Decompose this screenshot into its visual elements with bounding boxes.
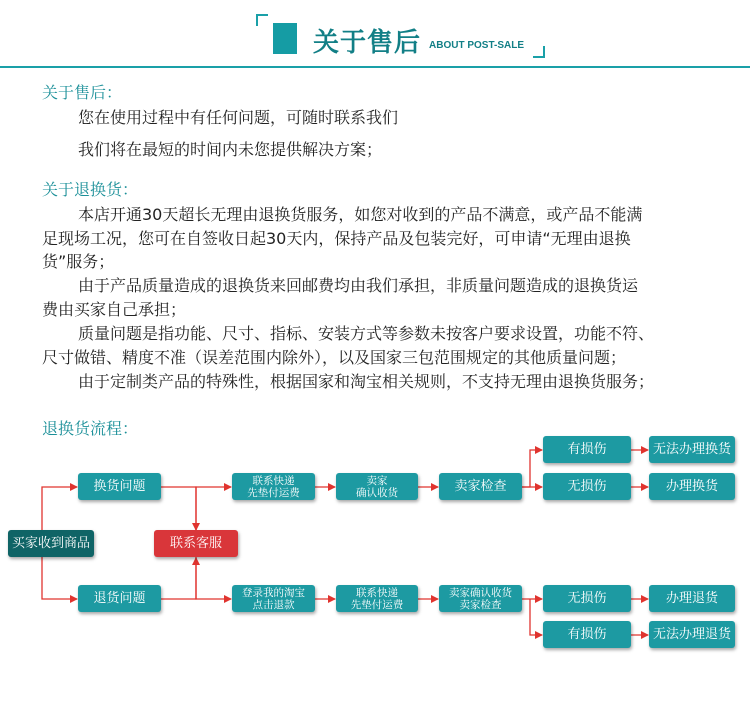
node-return-login [232,585,315,612]
node-exchange-cannot: 无法办理换货 [649,436,735,463]
node-return-courier [336,585,418,612]
node-label: 卖家 [366,474,388,487]
after-sales-title: 关于售后： [42,83,123,102]
node-label: 卖家确认收货 [449,586,512,599]
node-label: 先垫付运费 [350,598,404,611]
node-exchange-issue: 换货问题 [78,473,161,500]
node-return-seller-confirm [439,585,522,612]
returns-line: 质量问题是指功能、尺寸、指标、安装方式等参数未按客户要求设置，功能不符、 [78,324,655,343]
flow-title: 退换货流程： [42,419,139,438]
node-return-damaged: 有损伤 [543,621,631,648]
after-sales-line: 我们将在最短的时间内未您提供解决方案； [78,140,383,159]
returns-line: 费由买家自己承担； [42,300,187,319]
node-label: 确认收货 [356,486,398,499]
returns-title: 关于退换货： [42,180,139,199]
node-return-issue: 退货问题 [78,585,161,612]
node-exchange-no-damage: 无损伤 [543,473,631,500]
node-return-no-damage: 无损伤 [543,585,631,612]
node-label: 卖家检查 [459,598,502,611]
node-contact-service[interactable] [154,530,238,557]
returns-line: 尺寸做错、精度不准（误差范围内除外），以及国家三包范围规定的其他质量问题； [42,348,627,367]
node-label: 联系快递 [252,474,295,487]
node-label: 联系快递 [356,586,398,599]
node-label: 登录我的淘宝 [242,586,305,599]
node-exchange-do: 办理换货 [649,473,735,500]
node-exchange-courier [232,473,315,500]
page-title: 关于售后 [313,28,422,58]
node-return-cannot: 无法办理退货 [649,621,735,648]
node-exchange-seller-confirm [336,473,418,500]
returns-line: 由于产品质量造成的退换货来回邮费均由我们承担，非质量问题造成的退换货运 [78,276,639,295]
returns-line: 本店开通30天超长无理由退换货服务，如您对收到的产品不满意，或产品不能满 [78,205,643,224]
node-exchange-seller-check: 卖家检查 [439,473,522,500]
returns-line: 由于定制类产品的特殊性，根据国家和淘宝相关规则，不支持无理由退换货服务； [78,372,655,391]
node-exchange-damaged: 有损伤 [543,436,631,463]
after-sales-line: 您在使用过程中有任何问题，可随时联系我们 [78,108,399,127]
page-subtitle: ABOUT POST-SALE [429,40,525,51]
node-label: 先垫付运费 [247,486,300,499]
node-contact-service-label: 联系客服 [169,535,222,551]
returns-line: 足现场工况，您可在自签收日起30天内，保持产品及包装完好，可申请“无理由退换 [42,229,631,248]
node-buyer-received: 买家收到商品 [8,530,94,557]
node-return-do: 办理退货 [649,585,735,612]
returns-line: 货”服务； [42,252,115,271]
node-label: 点击退款 [252,598,295,611]
